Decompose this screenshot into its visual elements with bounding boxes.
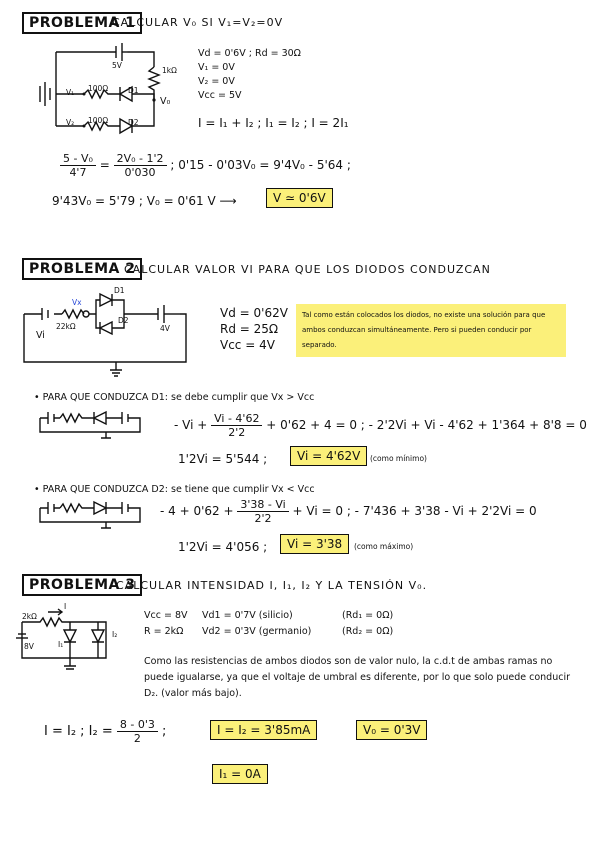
p2-case2-num: 3'38 - Vi [237,498,288,512]
p3-label-i2: I₂ [112,630,118,639]
p1-param-vcc: Vcc = 5V [198,90,242,101]
p2-case1-pre: - Vi + [174,418,208,432]
p3-eq-num: 8 - 0'3 [117,718,158,732]
p3-equation [44,718,166,745]
p2-case2-circuit [36,496,146,532]
p2-param-vcc: Vcc = 4V [220,338,275,352]
p1-label-r100b: 100Ω [88,116,109,125]
p3-param-vcc: Vcc = 8V [144,610,188,621]
p3-answer-vo: V₀ = 0'3V [356,720,427,740]
p1-heading: CALCULAR V₀ SI V₁=V₂=0V [112,16,284,29]
p2-case2-answer: Vi = 3'38 [280,534,349,554]
p3-eq-pre: I = I₂ ; I₂ = [44,724,113,739]
p1-frac1-den: 4'7 [69,166,87,179]
p2-note: Tal como están colocados los diodos, no existe una solución para que ambos conduzcan simultáneamente. Pero si pueden conducir por separado. [296,304,566,357]
p2-label-r: 22kΩ [56,322,76,331]
p3-param-rd1: (Rd₁ = 0Ω) [342,610,394,621]
p2-case2-equation [160,498,537,525]
p1-param-vd: Vd = 0'6V ; Rd = 30Ω [198,48,301,59]
p1-label-v1: V₁ [66,88,75,97]
p2-case1-equation [174,412,587,439]
p1-title: PROBLEMA 1 [22,12,142,34]
p3-answer-i1: I₁ = 0A [212,764,268,784]
p2-heading: CALCULAR VALOR VI PARA QUE LOS DIODOS CONDUZCAN [124,263,491,276]
p2-label-v4: 4V [160,324,170,333]
p2-case2-tag: (como máximo) [354,542,414,551]
p2-param-vd: Vd = 0'62V [220,306,288,320]
p1-label-d1: D1 [128,86,139,95]
p1-label-v2: V₂ [66,118,75,127]
p1-label-vo: V₀ [160,96,171,107]
p3-label-r: 2kΩ [22,612,37,621]
p1-frac2-den: 0'030 [124,166,156,179]
p3-title: PROBLEMA 3 [22,574,142,596]
p2-title: PROBLEMA 2 [22,258,142,280]
p2-case1-line2: 1'2Vi = 5'544 ; [178,452,268,466]
p1-label-d2: D2 [128,118,139,127]
p1-label-r1k: 1kΩ [162,66,177,75]
p2-case2-pre: - 4 + 0'62 + [160,504,234,518]
p3-eq-den: 2 [133,732,141,745]
p2-case1-den: 2'2 [228,426,246,439]
p3-param-vd1: Vd1 = 0'7V (silicio) [202,610,293,621]
p2-case2-post: + Vi = 0 ; - 7'436 + 3'38 - Vi + 2'2Vi = 0 [292,504,537,518]
p1-eq2: 9'43V₀ = 5'79 ; V₀ = 0'61 V ⟶ [52,194,237,208]
p3-param-vd2: Vd2 = 0'3V (germanio) [202,626,312,637]
p3-label-i1: I₁ [58,640,64,649]
p1-relations: I = I₁ + I₂ ; I₁ = I₂ ; I = 2I₁ [198,116,349,130]
p2-case1-num: Vi - 4'62 [211,412,262,426]
p2-param-rd: Rd = 25Ω [220,322,279,336]
p1-param-v1: V₁ = 0V [198,62,235,73]
p2-case2-den: 2'2 [254,512,272,525]
p1-param-v2: V₂ = 0V [198,76,235,87]
p2-case1-answer: Vi = 4'62V [290,446,367,466]
p2-label-vx: Vx [72,298,82,307]
p3-param-rd2: (Rd₂ = 0Ω) [342,626,394,637]
p1-answer: V ≃ 0'6V [266,188,333,208]
p2-label-d1: D1 [114,286,125,295]
p3-label-src: 8V [24,642,34,651]
p3-eq-semicolon: ; [162,724,167,739]
p1-label-src: 5V [112,61,122,70]
p3-label-i: I [64,602,67,611]
p2-case2-line2: 1'2Vi = 4'056 ; [178,540,268,554]
p3-param-r: R = 2kΩ [144,626,184,637]
p1-frac2-num: 2V₀ - 1'2 [114,152,167,166]
p1-frac1-num: 5 - V₀ [60,152,96,166]
p2-label-vi: Vi [36,330,45,341]
p2-case1-circuit [36,406,146,442]
p1-eq1-rest: ; 0'15 - 0'03V₀ = 9'4V₀ - 5'64 ; [170,158,351,172]
p2-case2-title: • PARA QUE CONDUZCA D2: se tiene que cumplir Vx < Vcc [34,484,315,495]
p2-case1-tag: (como mínimo) [370,454,427,463]
p2-case1-post: + 0'62 + 4 = 0 ; - 2'2Vi + Vi - 4'62 + 1'364 + 8'8 = 0 [266,418,587,432]
p3-heading: CALCULAR INTENSIDAD I, I₁, I₂ Y LA TENSIÓN V₀. [116,579,428,592]
p3-answer-current: I = I₂ = 3'85mA [210,720,317,740]
p1-circuit [36,42,186,142]
p1-label-r100a: 100Ω [88,84,109,93]
p2-case1-title: • PARA QUE CONDUZCA D1: se debe cumplir que Vx > Vcc [34,392,315,403]
p3-explanation: Como las resistencias de ambos diodos son de valor nulo, la c.d.t de ambas ramas no puede igualarse, ya que el voltaje de umbral es diferente, por lo que solo puede conducir D₂. (valor más bajo). [144,656,570,699]
p2-label-d2: D2 [118,316,129,325]
p1-equation-1: $\frac{\text{5 - V₀}}{4'7}$ = $\frac{\text{2V₀ - 1'2}}{0'030}$ ; 0'15 - 0'03V₀ = 9'4V₀ - 5'64 ; [60,152,351,179]
